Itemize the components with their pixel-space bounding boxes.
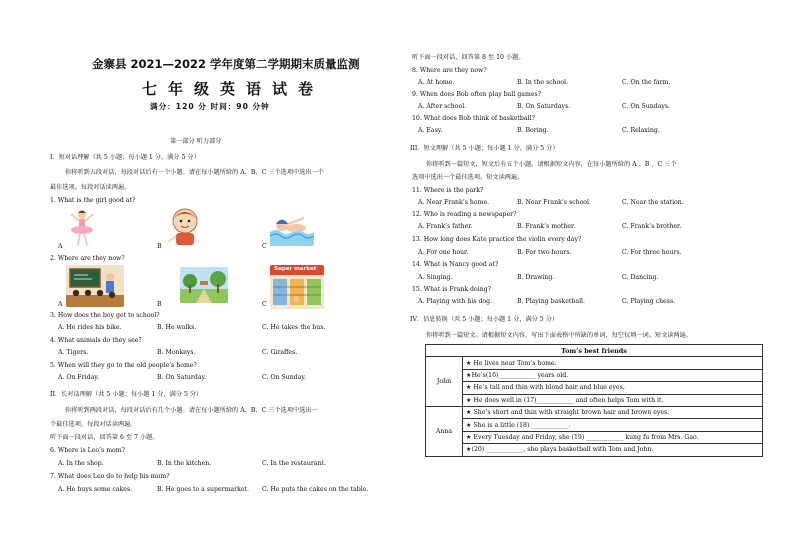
q8-option-b: B. In the school.	[517, 79, 568, 86]
q10-option-c: C. Relaxing.	[622, 127, 660, 134]
q5-option-a: A. On Friday.	[58, 374, 99, 381]
q12-option-a: A. Frank’s father.	[418, 223, 473, 230]
star-icon: ★	[466, 433, 472, 441]
anna-line-3: Every Tuesday and Friday, she (19) ____________ kung fu from Mrs. Gao.	[473, 433, 699, 441]
q1-option-a-label: A	[58, 243, 63, 250]
q4-option-a: A. Tigers.	[58, 349, 89, 356]
question-11: 11. Where is the park?	[412, 187, 484, 194]
q5-option-c: C. On Sunday.	[262, 374, 306, 381]
section2-title: II．长对话理解（共 5 小题；每小题 1 分，满分 5 分）	[50, 391, 203, 398]
question-2: 2. Where are they now?	[50, 255, 125, 262]
table-row	[463, 382, 763, 394]
question-7: 7. What does Leo do to help his mom?	[50, 473, 170, 480]
exam-name: 七年级英语试卷	[142, 80, 325, 98]
q12-option-b: B. Frank’s mother.	[517, 223, 576, 230]
question-8: 8. Where are they now?	[412, 67, 487, 74]
question-4: 4. What animals do they see?	[50, 337, 142, 344]
star-icon: ★	[466, 371, 472, 379]
q7-option-a: A. He buys some cakes.	[58, 486, 133, 493]
section2-lead1: 听下面一段对话，回答第 6 至 7 小题。	[50, 434, 159, 441]
table-name-anna: Anna	[426, 406, 463, 456]
q2-option-b-label: B	[157, 301, 162, 308]
friends-table	[425, 344, 763, 457]
q6-option-b: B. In the kitchen.	[157, 460, 212, 467]
swimmer-picture	[270, 210, 314, 246]
ballet-dancer-picture	[62, 208, 102, 248]
anna-line-1: She’s short and thin with straight brown hair and brown eyes.	[473, 409, 670, 417]
q9-option-c: C. On Sundays.	[622, 103, 670, 110]
q14-option-b: B. Drawing.	[517, 274, 555, 281]
part-heading: 第一部分 听力部分	[170, 138, 222, 145]
section2-lead2: 听下面一段对话，回答第 8 至 10 小题。	[412, 54, 525, 61]
question-10: 10. What does Bob think of basketball?	[412, 115, 535, 122]
question-13: 13. How long does Kate practice the violin every day?	[412, 236, 582, 243]
q4-option-b: B. Monkeys.	[157, 349, 196, 356]
section4-instr1: 你将听到一篇短文。请根据短文内容，写出下面表格中所缺的单词，每空仅填一词。短文读两遍。	[426, 332, 693, 339]
q1-option-c-label: C	[262, 243, 267, 250]
question-15: 15. What is Frank doing?	[412, 286, 491, 293]
table-row	[463, 357, 763, 369]
question-1: 1. What is the girl good at?	[50, 197, 136, 204]
question-5: 5. When will they go to the old people’s home?	[50, 362, 197, 369]
q5-option-b: B. On Saturday.	[157, 374, 207, 381]
q13-option-a: A. For one hour.	[418, 249, 469, 256]
park-picture	[180, 267, 228, 303]
table-row	[463, 419, 763, 431]
q7-option-c: C. He puts the cakes on the table.	[262, 486, 369, 493]
q6-option-c: C. In the restaurant.	[262, 460, 326, 467]
boy-picture	[164, 207, 206, 247]
q15-option-a: A. Playing with his dog.	[418, 298, 493, 305]
q3-option-c: C. He takes the bus.	[262, 324, 326, 331]
supermarket-sign: Super market	[274, 266, 317, 272]
section4-title: IV．信息转换（共 5 小题；每小题 1 分，满分 5 分）	[410, 316, 559, 323]
q9-option-a: A. After school.	[418, 103, 467, 110]
q8-option-a: A. At home.	[418, 79, 455, 86]
q12-option-c: C. Frank’s brother.	[622, 223, 682, 230]
section2-instr1: 你将听到两段对话，每段对话后有几个小题。请在每小题所给的 A、B、C 三个选项中选出一	[65, 407, 318, 414]
section3-title: III．短文理解（共 5 小题；每小题 1 分，满分 5 分）	[410, 145, 559, 152]
q15-option-c: C. Playing chess.	[622, 298, 676, 305]
q10-option-b: B. Boring.	[517, 127, 549, 134]
star-icon: ★	[466, 396, 472, 404]
table-row	[463, 394, 763, 406]
q2-option-a-label: A	[58, 301, 63, 308]
star-icon: ★	[466, 446, 472, 454]
q14-option-a: A. Singing.	[418, 274, 453, 281]
q2-option-c-label: C	[262, 301, 267, 308]
q10-option-a: A. Easy.	[418, 127, 443, 134]
john-line-3: He’s tall and thin with blond hair and blue eyes.	[473, 384, 625, 392]
q9-option-b: B. On Saturdays.	[517, 103, 571, 110]
section1-title: I．短对话理解（共 5 小题；每小题 1 分，满分 5 分）	[50, 154, 200, 161]
section3-instr2: 选项中选出一个最佳选项。短文读两遍。	[412, 174, 524, 181]
supermarket-picture	[270, 265, 324, 309]
exam-header-title: 金寨县 2021—2022 学年度第二学期期末质量监测	[92, 57, 360, 71]
q14-option-c: C. Dancing.	[622, 274, 659, 281]
q13-option-b: B. For two hours.	[517, 249, 572, 256]
star-icon: ★	[466, 421, 472, 429]
question-3: 3. How does the boy get to school?	[50, 312, 160, 319]
table-row	[463, 406, 763, 418]
q3-option-b: B. He walks.	[157, 324, 197, 331]
question-6: 6. Where is Leo’s mom?	[50, 447, 125, 454]
question-14: 14. What is Nancy good at?	[412, 261, 499, 268]
q8-option-c: C. On the farm.	[622, 79, 671, 86]
question-9: 9. When does Bob often play ball games?	[412, 91, 541, 98]
q11-option-c: C. Near the station.	[622, 199, 684, 206]
q1-option-b-label: B	[157, 243, 162, 250]
q15-option-b: B. Playing basketball.	[517, 298, 585, 305]
john-line-1: He lives near Tom’s home.	[473, 359, 557, 367]
q3-option-a: A. He rides his bike.	[58, 324, 122, 331]
table-name-john: John	[426, 357, 463, 407]
table-row	[463, 444, 763, 456]
star-icon: ★	[466, 409, 472, 417]
classroom-picture	[66, 265, 124, 307]
q13-option-c: C. For three hours.	[622, 249, 682, 256]
score-time: 满分：120 分 时间：90 分钟	[150, 102, 270, 111]
right-column	[400, 0, 794, 544]
table-row	[463, 431, 763, 443]
q11-option-b: B. Near Frank’s school.	[517, 199, 591, 206]
john-line-2: He’s(16)____________ years old.	[471, 371, 569, 379]
question-12: 12. Who is reading a newspaper?	[412, 211, 517, 218]
anna-line-4: (20) ____________, she plays basketball with Tom and John.	[471, 446, 654, 454]
section2-instr2: 个最佳选项。每段对话读两遍。	[50, 421, 137, 428]
q6-option-a: A. In the shop.	[58, 460, 104, 467]
table-caption: Tom’s best friends	[426, 345, 763, 357]
table-row	[463, 369, 763, 381]
section1-instr1: 你将听到五段对话，每段对话后有一个小题。请在每小题所给的 A、B、C 三个选项中选出一个	[65, 169, 324, 176]
john-line-4: He does well in (17)____________ and often helps Tom with it.	[473, 396, 664, 404]
section3-instr1: 你将听到一篇短文，短文后有五个小题。请根据短文内容，在每小题所给的 A 、B 、C 三个	[426, 161, 677, 168]
q4-option-c: C. Giraffes.	[262, 349, 298, 356]
anna-line-2: She is a little (18) ____________.	[473, 421, 571, 429]
section1-instr2: 最佳选项。每段对话读两遍。	[50, 184, 131, 191]
star-icon: ★	[466, 359, 472, 367]
q7-option-b: B. He goes to a supermarket.	[157, 486, 249, 493]
star-icon: ★	[466, 384, 472, 392]
q11-option-a: A. Near Frank’s home.	[418, 199, 490, 206]
